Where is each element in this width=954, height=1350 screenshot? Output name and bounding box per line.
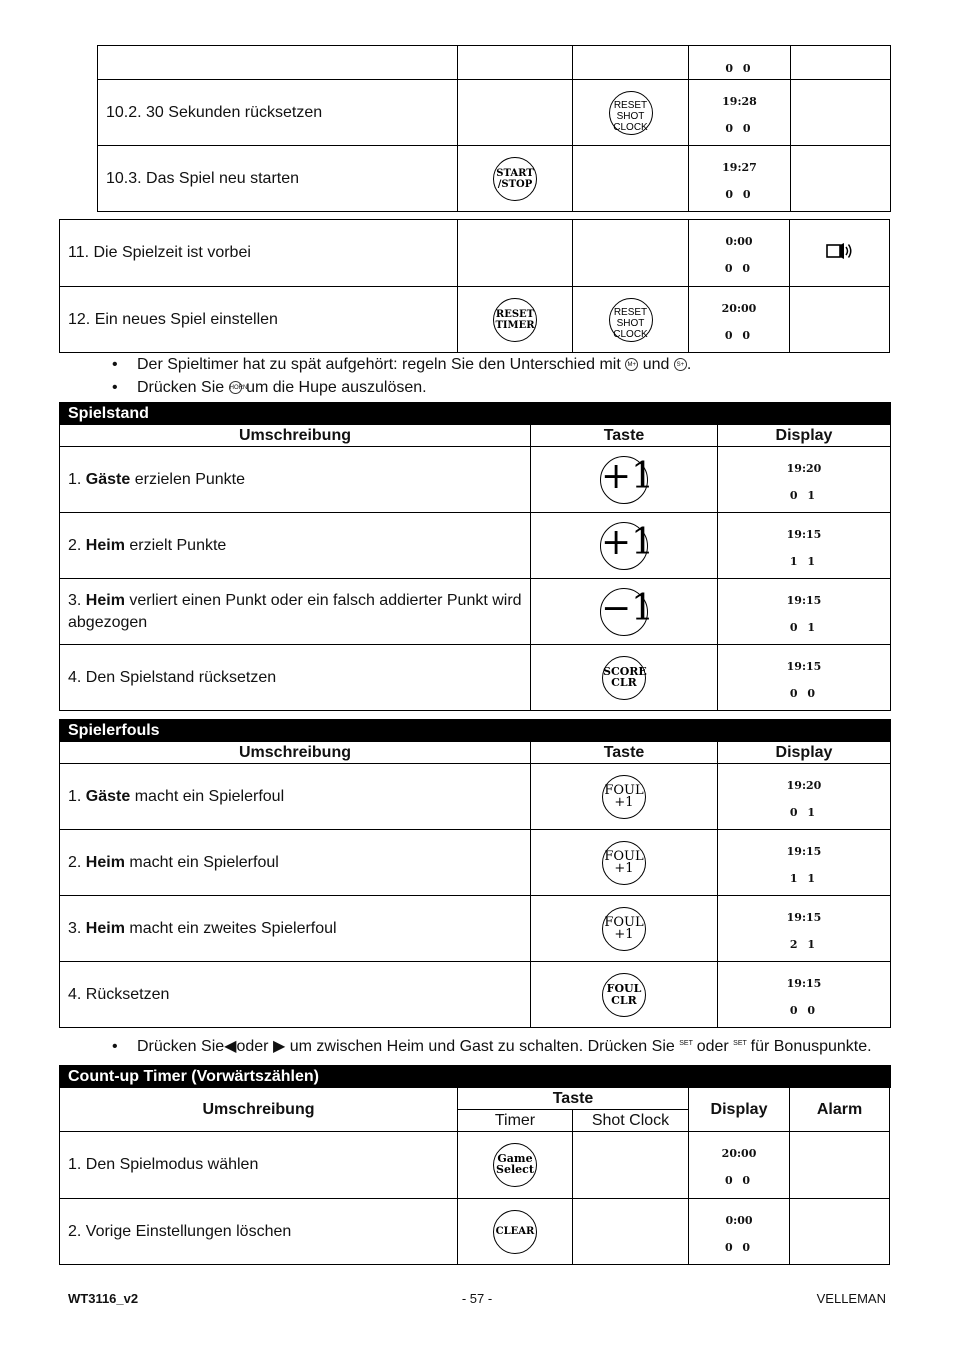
display-time: 19:15 bbox=[786, 910, 822, 924]
display-cell bbox=[689, 1199, 790, 1265]
table-row bbox=[60, 896, 891, 962]
right-arrow-icon: ▶ bbox=[272, 1038, 286, 1055]
display-cell bbox=[718, 830, 891, 896]
step-description: 1. Gäste erzielen Punkte bbox=[60, 447, 531, 513]
step-description: 1. Den Spielmodus wählen bbox=[60, 1132, 458, 1199]
display-cell bbox=[718, 896, 891, 962]
display-time: 19:28 bbox=[722, 94, 757, 108]
display-time: 19:15 bbox=[786, 976, 822, 990]
list-item: • Drücken Sie◀oder ▶ um zwischen Heim und Gast zu schalten. Drücken Sie SET oder SET für Bonuspunkte. bbox=[112, 1035, 872, 1058]
display-score: 0 0 bbox=[725, 187, 754, 201]
horn-key-icon: HORN bbox=[229, 381, 242, 394]
step-description: 3. Heim macht ein zweites Spielerfoul bbox=[60, 896, 531, 962]
minus-one-key-icon: −1 bbox=[600, 588, 648, 636]
clear-key-icon: CLEAR bbox=[493, 1210, 537, 1254]
table-spielstand bbox=[59, 424, 891, 711]
display-time: 19:20 bbox=[786, 461, 822, 475]
section-title-spielerfouls: Spielerfouls bbox=[59, 719, 891, 742]
step-description: 2. Heim erzielt Punkte bbox=[60, 513, 531, 579]
table-timer-steps-10 bbox=[97, 45, 891, 212]
display-score: 2 1 bbox=[789, 937, 819, 951]
table-header-row: Umschreibung Taste Display bbox=[60, 425, 891, 447]
table-row bbox=[60, 645, 891, 711]
left-arrow-icon: ◀ bbox=[224, 1038, 237, 1055]
display-time: 19:20 bbox=[786, 778, 822, 792]
section-title-countup: Count-up Timer (Vorwärtszählen) bbox=[59, 1065, 891, 1088]
display-time: 0:00 bbox=[725, 1213, 753, 1227]
display-cell bbox=[718, 513, 891, 579]
display-score: 0 0 bbox=[725, 62, 754, 75]
table-row bbox=[98, 146, 891, 212]
reset-shot-clock-key-icon: RESET SHOT CLOCK bbox=[609, 298, 653, 342]
display-score: 1 1 bbox=[789, 554, 819, 568]
display-cell bbox=[689, 80, 791, 146]
display-score: 0 0 bbox=[724, 1240, 754, 1254]
display-score: 0 0 bbox=[724, 328, 754, 342]
display-score: 0 1 bbox=[789, 805, 819, 819]
table-row bbox=[60, 447, 891, 513]
display-score: 0 1 bbox=[789, 620, 819, 634]
display-cell bbox=[689, 146, 791, 212]
table-row bbox=[60, 1132, 890, 1199]
score-clear-key-icon: SCORE CLR bbox=[602, 656, 646, 700]
foul-plus-one-key-icon: FOUL +1 bbox=[602, 907, 646, 951]
step-description: 12. Ein neues Spiel einstellen bbox=[60, 287, 458, 353]
table-header-row: Umschreibung Taste Display bbox=[60, 742, 891, 764]
s-plus-key-icon: S+ bbox=[674, 358, 687, 371]
reset-shot-clock-key-icon: RESET SHOT CLOCK bbox=[609, 91, 653, 135]
table-row bbox=[60, 513, 891, 579]
m-plus-key-icon: M+ bbox=[625, 358, 638, 371]
step-description: 10.2. 30 Sekunden rücksetzen bbox=[98, 80, 458, 146]
table-spielerfouls bbox=[59, 741, 891, 1028]
display-score: 0 0 bbox=[789, 686, 819, 700]
display-cell bbox=[718, 962, 891, 1028]
display-cell bbox=[689, 1132, 790, 1199]
notes-list-2 bbox=[112, 1035, 872, 1058]
foul-clear-key-icon: FOUL CLR bbox=[602, 973, 646, 1017]
table-header-row: Umschreibung Taste Display Alarm bbox=[60, 1088, 890, 1110]
display-time: 19:15 bbox=[786, 844, 822, 858]
step-description: 3. Heim verliert einen Punkt oder ein falsch addierter Punkt wird abgezogen bbox=[60, 579, 531, 645]
display-time: 0:00 bbox=[725, 235, 753, 248]
display-time: 19:15 bbox=[786, 527, 822, 541]
step-description: 4. Den Spielstand rücksetzen bbox=[60, 645, 531, 711]
step-description: 4. Rücksetzen bbox=[60, 962, 531, 1028]
display-cell bbox=[718, 645, 891, 711]
display-score: 0 1 bbox=[789, 488, 819, 502]
start-stop-key-icon: START /STOP bbox=[493, 157, 537, 201]
plus-one-key-icon: +1 bbox=[600, 456, 648, 504]
display-cell bbox=[718, 764, 891, 830]
table-timer-steps-11-12 bbox=[59, 219, 890, 353]
display-score: 0 0 bbox=[724, 1174, 754, 1187]
set-bonus-key-icon: SET bbox=[679, 1039, 693, 1047]
table-row bbox=[60, 830, 891, 896]
display-time: 19:15 bbox=[786, 659, 822, 673]
display-score: 0 0 bbox=[789, 1003, 819, 1017]
set-bonus-key-icon: SET bbox=[733, 1039, 747, 1047]
table-row bbox=[60, 579, 891, 645]
step-description: 1. Gäste macht ein Spielerfoul bbox=[60, 764, 531, 830]
display-time: 20:00 bbox=[721, 1147, 757, 1160]
reset-timer-key-icon: RESET TIMER bbox=[493, 298, 537, 342]
display-cell bbox=[689, 287, 790, 353]
horn-icon bbox=[825, 249, 855, 266]
display-score: 1 1 bbox=[789, 871, 819, 885]
step-description: 10.3. Das Spiel neu starten bbox=[98, 146, 458, 212]
game-select-key-icon: Game Select bbox=[493, 1143, 537, 1187]
table-row bbox=[60, 764, 891, 830]
footer-brand: VELLEMAN bbox=[816, 1291, 886, 1306]
foul-plus-one-key-icon: FOUL +1 bbox=[602, 841, 646, 885]
table-row bbox=[60, 220, 890, 287]
display-cell bbox=[689, 46, 791, 80]
display-cell bbox=[689, 220, 790, 287]
table-row bbox=[98, 80, 891, 146]
table-row bbox=[98, 46, 891, 80]
table-row bbox=[60, 287, 890, 353]
step-description: 2. Heim macht ein Spielerfoul bbox=[60, 830, 531, 896]
display-cell bbox=[718, 447, 891, 513]
list-item: • Drücken Sie HORN um die Hupe auszulösen. bbox=[112, 376, 691, 399]
display-score: 0 0 bbox=[725, 121, 754, 135]
step-description: 11. Die Spielzeit ist vorbei bbox=[60, 220, 458, 287]
step-description: 2. Vorige Einstellungen löschen bbox=[60, 1199, 458, 1265]
notes-list bbox=[112, 353, 691, 399]
display-score: 0 0 bbox=[724, 262, 754, 275]
table-countup bbox=[59, 1087, 890, 1265]
foul-plus-one-key-icon: FOUL +1 bbox=[602, 775, 646, 819]
list-item: • Der Spieltimer hat zu spät aufgehört: regeln Sie den Unterschied mit M+ und S+ . bbox=[112, 353, 691, 376]
footer-page-number: - 57 - bbox=[461, 1291, 493, 1306]
footer-model: WT3116_v2 bbox=[68, 1291, 139, 1306]
table-row bbox=[60, 1199, 890, 1265]
display-cell bbox=[718, 579, 891, 645]
table-header-row: Timer Shot Clock bbox=[60, 1110, 890, 1132]
display-time: 20:00 bbox=[721, 301, 757, 315]
section-title-spielstand: Spielstand bbox=[59, 402, 891, 425]
table-row bbox=[60, 962, 891, 1028]
display-time: 19:27 bbox=[722, 160, 757, 174]
display-time: 19:15 bbox=[786, 593, 822, 607]
plus-one-key-icon: +1 bbox=[600, 522, 648, 570]
